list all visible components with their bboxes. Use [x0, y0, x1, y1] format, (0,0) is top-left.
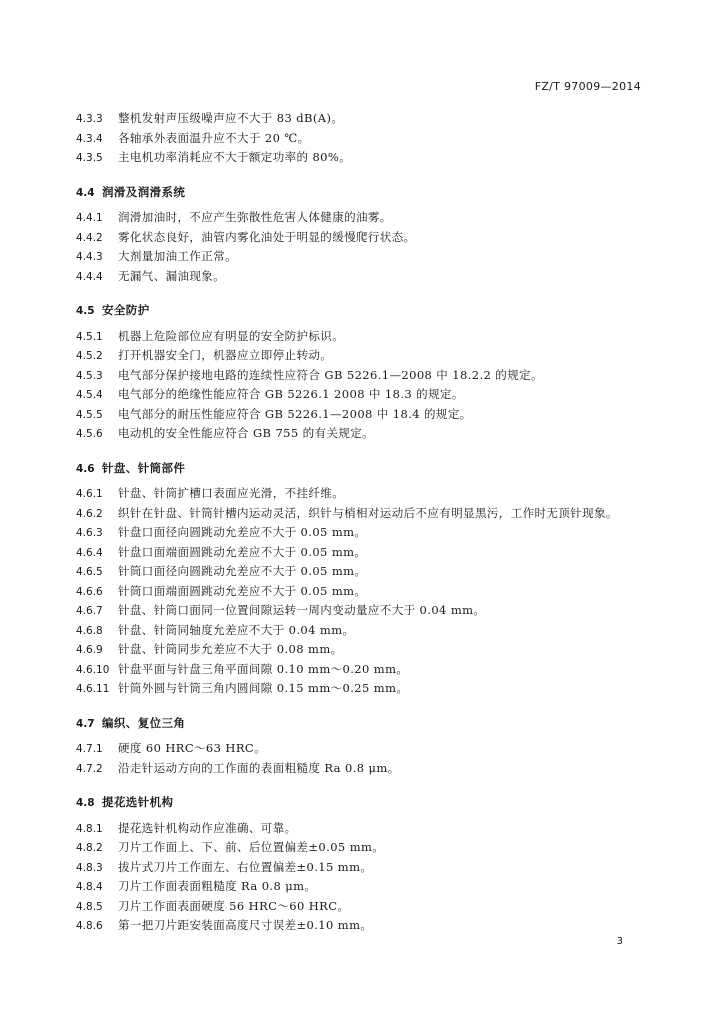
clause-row	[76, 346, 656, 366]
clause-number: 4.6.4	[76, 546, 103, 559]
section-title: 润滑及润滑系统	[102, 184, 186, 199]
clause-row	[76, 660, 656, 680]
clause-number: 4.7.2	[76, 762, 103, 775]
clause-row	[76, 621, 656, 641]
section-gap	[76, 778, 656, 793]
clause-text: 各轴承外表面温升应不大于 20 ℃。	[118, 130, 310, 145]
section-number: 4.7	[76, 717, 95, 730]
clause-text: 拔片式刀片工作面左、右位置偏差±0.15 mm。	[118, 859, 373, 874]
clause-text: 针筒外圆与针筒三角内圆间隙 0.15 mm～0.25 mm。	[118, 681, 409, 695]
section-heading	[76, 714, 656, 734]
clause-row	[76, 504, 656, 524]
clause-row	[76, 543, 656, 563]
clause-row	[76, 267, 656, 287]
clause-number: 4.4.2	[76, 231, 103, 244]
section-title: 安全防护	[102, 303, 150, 317]
clause-text: 针盘、针筒同步允差应不大于 0.08 mm。	[118, 642, 343, 656]
clause-row	[76, 405, 656, 425]
clause-row	[76, 129, 656, 149]
clause-number: 4.5.6	[76, 428, 103, 440]
clause-text: 刀片工作面表面粗糙度 Ra 0.8 μm。	[118, 879, 317, 893]
clause-row	[76, 228, 656, 248]
clause-text: 针盘、针筒扩槽口表面应光滑，不挂纤维。	[118, 486, 345, 500]
clause-row	[76, 838, 656, 858]
clause-text: 刀片工作面上、下、前、后位置偏差±0.05 mm。	[118, 840, 385, 854]
clause-text: 雾化状态良好，油管内雾化油处于明显的缓慢爬行状态。	[118, 229, 416, 244]
clause-row	[76, 484, 656, 504]
clause-row	[76, 640, 656, 660]
clause-number: 4.6.8	[76, 624, 103, 637]
clause-row	[76, 739, 656, 759]
clause-number: 4.6.3	[76, 527, 103, 539]
clause-number: 4.8.4	[76, 881, 103, 893]
clause-text: 硬度 60 HRC～63 HRC。	[118, 741, 267, 755]
document-code: FZ/T 97009—2014	[534, 80, 641, 93]
clause-row	[76, 858, 656, 878]
clause-number: 4.8.5	[76, 900, 103, 913]
clause-text: 整机发射声压级噪声应不大于 83 dB(A)。	[118, 111, 344, 125]
clause-number: 4.6.11	[76, 683, 110, 695]
section-number: 4.5	[76, 305, 95, 317]
clause-number: 4.6.9	[76, 644, 103, 656]
page-number: 3	[616, 936, 623, 947]
clause-number: 4.3.5	[76, 152, 103, 164]
section-heading	[76, 459, 656, 479]
clause-text: 第一把刀片距安装面高度尺寸误差±0.10 mm。	[118, 918, 373, 932]
section-title: 提花选针机构	[102, 795, 174, 809]
clause-text: 针筒口面径向圆跳动允差应不大于 0.05 mm。	[118, 564, 367, 578]
clause-text: 打开机器安全门，机器应立即停止转动。	[118, 348, 333, 362]
clause-text: 主电机功率消耗应不大于额定功率的 80%。	[118, 150, 352, 164]
clause-number: 4.3.4	[76, 132, 103, 145]
clause-text: 织针在针盘、针筒针槽内运动灵活，织针与梢相对运动后不应有明显黑污，工作时无顶针现象。	[118, 505, 618, 520]
clause-number: 4.8.2	[76, 842, 103, 854]
document-body	[76, 109, 656, 936]
clause-number: 4.4.4	[76, 270, 103, 283]
clause-text: 电气部分的绝缘性能应符合 GB 5226.1 2008 中 18.3 的规定。	[118, 387, 464, 401]
section-number: 4.8	[76, 797, 95, 809]
clause-text: 无漏气、漏油现象。	[118, 268, 226, 283]
clause-number: 4.8.3	[76, 861, 103, 874]
section-heading	[76, 301, 656, 321]
clause-number: 4.8.1	[76, 822, 103, 835]
clause-row	[76, 679, 656, 699]
clause-row	[76, 562, 656, 582]
clause-row	[76, 523, 656, 543]
clause-text: 针盘、针筒同轴度允差应不大于 0.04 mm。	[118, 622, 355, 637]
clause-text: 电气部分的耐压性能应符合 GB 5226.1—2008 中 18.4 的规定。	[118, 406, 472, 421]
clause-row	[76, 109, 656, 129]
clause-row	[76, 208, 656, 228]
clause-text: 针盘口面端面圆跳动允差应不大于 0.05 mm。	[118, 544, 367, 559]
clause-number: 4.5.5	[76, 408, 103, 421]
section-gap	[76, 286, 656, 301]
clause-row	[76, 582, 656, 602]
clause-number: 4.7.1	[76, 743, 103, 755]
clause-text: 针筒口面端面圆跳动允差应不大于 0.05 mm。	[118, 583, 367, 598]
clause-row	[76, 916, 656, 936]
section-title: 针盘、针筒部件	[102, 460, 186, 475]
clause-number: 4.5.4	[76, 389, 103, 401]
section-gap	[76, 699, 656, 714]
clause-text: 润滑加油时，不应产生弥散性危害人体健康的油雾。	[118, 210, 392, 224]
clause-row	[76, 247, 656, 267]
clause-text: 针盘、针筒口面同一位置间隙运转一周内变动量应不大于 0.04 mm。	[118, 603, 486, 617]
section-gap	[76, 444, 656, 459]
clause-text: 大剂量加油工作正常。	[118, 249, 237, 263]
section-gap	[76, 168, 656, 183]
clause-row	[76, 366, 656, 386]
clause-number: 4.4.3	[76, 251, 103, 263]
clause-text: 针盘口面径向圆跳动允差应不大于 0.05 mm。	[118, 525, 367, 539]
clause-row	[76, 877, 656, 897]
clause-text: 机器上危险部位应有明显的安全防护标识。	[118, 328, 345, 343]
clause-number: 4.3.3	[76, 113, 103, 125]
clause-text: 电动机的安全性能应符合 GB 755 的有关规定。	[118, 426, 375, 440]
clause-number: 4.6.1	[76, 488, 103, 500]
clause-row	[76, 148, 656, 168]
clause-text: 提花选针机构动作应准确、可靠。	[118, 820, 297, 835]
clause-row	[76, 759, 656, 779]
section-number: 4.6	[76, 462, 95, 475]
clause-number: 4.5.3	[76, 369, 103, 382]
clause-text: 电气部分保护接地电路的连续性应符合 GB 5226.1—2008 中 18.2.2 的规定。	[118, 367, 543, 382]
section-heading	[76, 793, 656, 813]
clause-number: 4.6.10	[76, 663, 110, 676]
clause-row	[76, 327, 656, 347]
clause-row	[76, 897, 656, 917]
clause-number: 4.4.1	[76, 212, 103, 224]
clause-number: 4.6.2	[76, 507, 103, 520]
clause-row	[76, 819, 656, 839]
clause-number: 4.5.2	[76, 350, 103, 362]
clause-number: 4.6.7	[76, 605, 103, 617]
clause-number: 4.6.6	[76, 585, 103, 598]
clause-number: 4.5.1	[76, 330, 103, 343]
clause-number: 4.6.5	[76, 566, 103, 578]
clause-row	[76, 601, 656, 621]
clause-row	[76, 385, 656, 405]
clause-text: 刀片工作面表面硬度 56 HRC～60 HRC。	[118, 898, 350, 913]
clause-text: 沿走针运动方向的工作面的表面粗糙度 Ra 0.8 μm。	[118, 760, 400, 775]
clause-row	[76, 424, 656, 444]
section-heading	[76, 183, 656, 203]
clause-text: 针盘平面与针盘三角平面间隙 0.10 mm～0.20 mm。	[118, 661, 409, 676]
section-number: 4.4	[76, 186, 95, 199]
clause-number: 4.8.6	[76, 920, 103, 932]
section-title: 编织、复位三角	[102, 715, 186, 730]
